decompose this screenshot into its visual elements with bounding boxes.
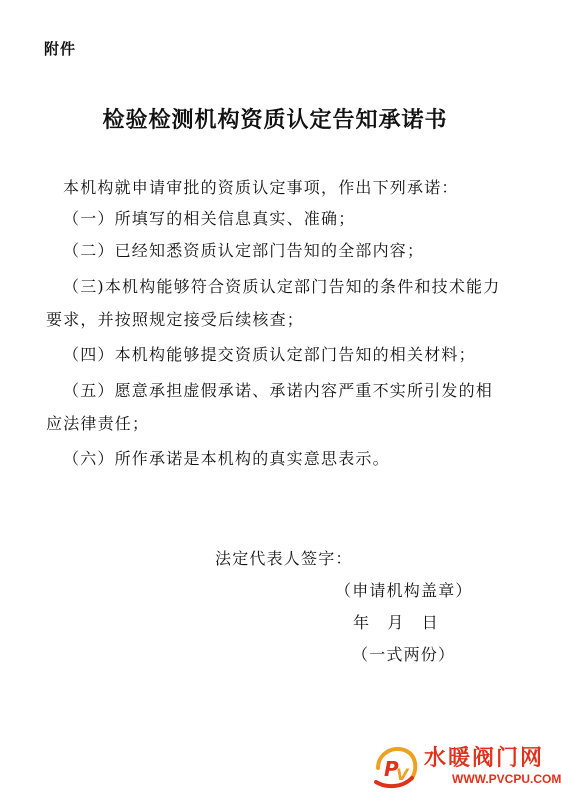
document-title: 检验检测机构资质认定告知承诺书	[102, 108, 448, 133]
watermark-url: WWW.PVCPU.COM	[452, 772, 561, 786]
copies-label: （一式两份）	[352, 645, 456, 664]
commitment-item-6: （六）所作承诺是本机构的真实意思表示。	[63, 449, 390, 468]
signature-label: 法定代表人签字：	[215, 549, 353, 568]
intro-paragraph: 本机构就申请审批的资质认定事项，作出下列承诺：	[63, 178, 459, 197]
commitment-item-5: （五）愿意承担虚假承诺、承诺内容严重不实所引发的相应法律责任；	[46, 381, 494, 433]
svg-text:V: V	[396, 765, 409, 784]
svg-text:P: P	[384, 757, 399, 781]
watermark-site-name: 水暖阀门网	[424, 746, 545, 771]
attachment-label: 附件	[44, 40, 77, 58]
commitment-item-2: （二）已经知悉资质认定部门告知的全部内容；	[63, 241, 425, 260]
commitment-item-3: （三)本机构能够符合资质认定部门告知的条件和技术能力要求，并按照规定接受后续核查；	[46, 277, 501, 329]
date-label: 年 月 日	[353, 613, 440, 632]
site-watermark	[368, 738, 561, 796]
seal-label: （申请机构盖章）	[335, 581, 473, 600]
pv-logo-icon	[368, 738, 424, 794]
commitment-item-1: （一）所填写的相关信息真实、准确；	[63, 209, 356, 228]
commitment-item-4: （四）本机构能够提交资质认定部门告知的相关材料；	[63, 345, 476, 364]
